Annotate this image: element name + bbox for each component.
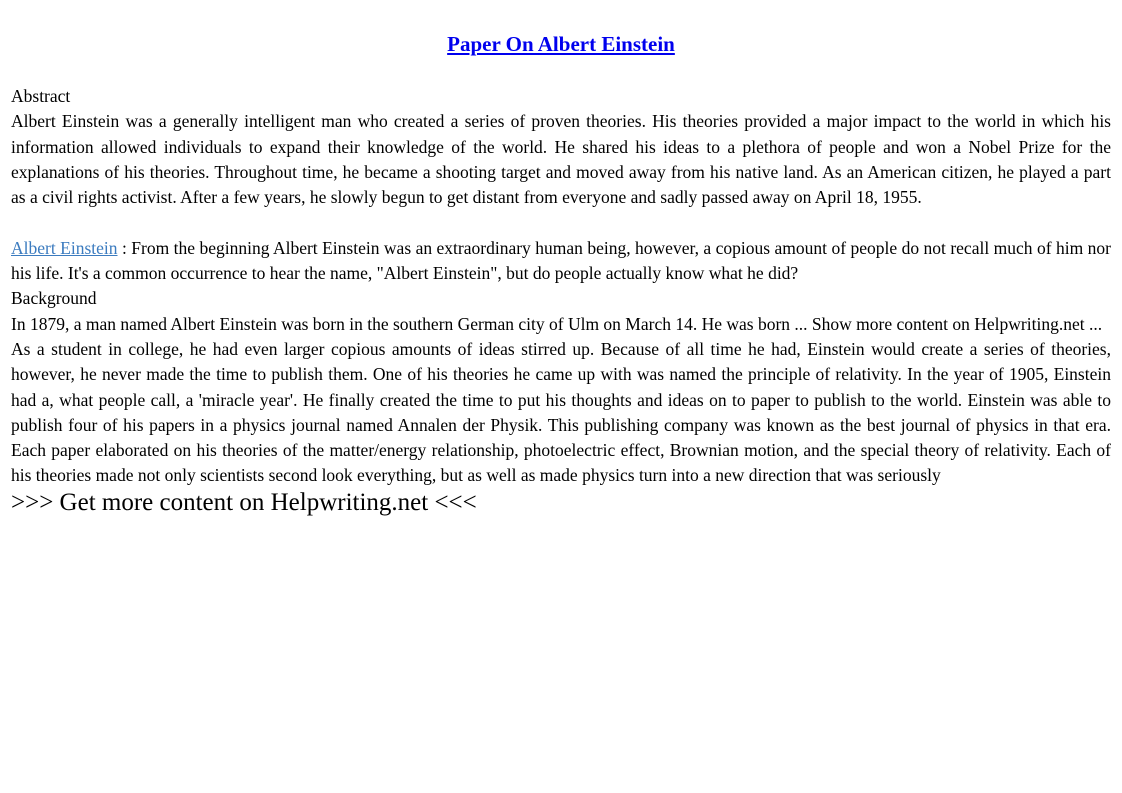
albert-einstein-link[interactable]: Albert Einstein: [11, 237, 118, 258]
page-title-link[interactable]: Paper On Albert Einstein: [447, 32, 675, 56]
document-body: [11, 84, 1111, 517]
intro-paragraph: [11, 236, 1111, 287]
student-text: As a student in college, he had even larger copious amounts of ideas stirred up. Because of all time he had, Einstein would create a series of theories, however, he never made the time to publish them. One of his theories he came up with was named the principle of relativity. In the year of 1905, Einstein had a, what people call, a 'miracle year'. He finally created the time to put his thoughts and ideas on to paper to publish to the world. Einstein was able to publish four of his papers in a physics journal named Annalen der Physik. This publishing company was known as the best journal of physics in that era. Each paper elaborated on his theories of the matter/energy relationship, photoelectric effect, Brownian motion, and the special theory of relativity. Each of his theories made not only scientists second look everything, but as well as made physics turn into a new direction that was seriously: [11, 338, 1111, 486]
background-text: In 1879, a man named Albert Einstein was born in the southern German city of Ulm on March 14. He was born ... Show more content on Helpwriting.net ...: [11, 313, 1103, 334]
title-container: [11, 0, 1111, 61]
abstract-text: Albert Einstein was a generally intelligent man who created a series of proven theories. His theories provided a major impact to the world in which his information allowed individuals to expand their knowledge of the world. He shared his ideas to a plethora of people and won a Nobel Prize for the explanations of his theories. Throughout time, he became a shooting target and moved away from his native land. As an American citizen, he played a part as a civil rights activist. After a few years, he slowly begun to get distant from everyone and sadly passed away on April 18, 1955.: [11, 111, 1111, 208]
abstract-heading: Abstract: [11, 86, 71, 106]
more-content-link[interactable]: >>> Get more content on Helpwriting.net <<<: [11, 488, 477, 516]
intro-text: : From the beginning Albert Einstein was an extraordinary human being, however, a copious amount of people do not recall much of him nor his life. It's a common occurrence to hear the name, "Albert Einstein", but do people actually know what he did?: [11, 237, 1111, 284]
paragraph-spacer: [11, 210, 1111, 235]
background-heading: Background: [11, 288, 97, 309]
